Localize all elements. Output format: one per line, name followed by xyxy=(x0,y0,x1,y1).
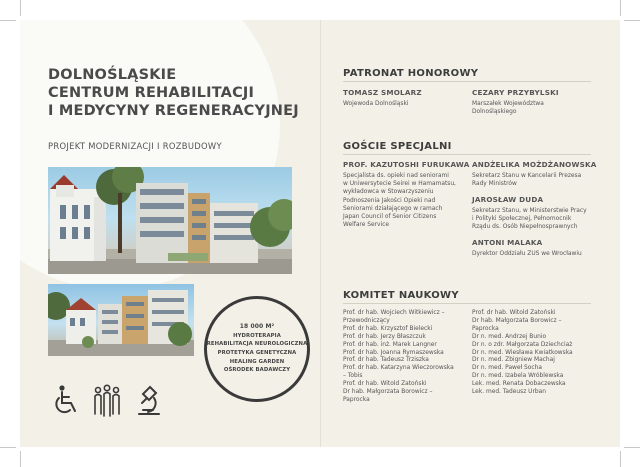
microscope-icon xyxy=(134,384,164,418)
main-title xyxy=(48,66,299,120)
badge-line: 18 000 M² xyxy=(239,323,275,331)
person-role: Dyrektor Oddziału ZUS we Wrocławiu xyxy=(472,251,582,257)
guests-title: GOŚCIE SPECJALNI xyxy=(343,141,452,152)
facility-stats-badge xyxy=(204,296,310,402)
list-item: Dr hab. Małgorzata Borowicz – xyxy=(343,389,433,396)
page-fold xyxy=(320,20,321,447)
badge-line: PROTETYKA GENETYCZNA xyxy=(217,350,297,356)
person-name: CEZARY PRZYBYLSKI xyxy=(472,88,559,97)
list-item: Prof. dr hab. Jerzy Błaszczuk xyxy=(343,333,426,340)
person-role: wykładowca w Stowarzyszeniu xyxy=(343,189,434,196)
crop-mark xyxy=(20,451,21,467)
crop-mark xyxy=(0,447,16,448)
committee-title: KOMITET NAUKOWY xyxy=(343,290,459,301)
committee-list xyxy=(343,310,454,405)
section-divider xyxy=(343,154,591,155)
list-item: Przewodniczący xyxy=(343,317,390,324)
list-item: Dr n. med. Zbigniew Machaj xyxy=(472,357,555,364)
list-item: Paprocka xyxy=(472,325,499,332)
list-item: Dr n. med. Paweł Socha xyxy=(472,365,542,372)
list-item: Dr hab. Małgorzata Borowicz – xyxy=(472,317,562,324)
section-divider xyxy=(343,81,591,82)
committee-list xyxy=(472,310,573,397)
list-item: Prof. dr hab. Wojciech Witkiewicz – xyxy=(343,310,445,316)
person-role: Seniorami działającego w ramach xyxy=(343,205,443,212)
service-icons xyxy=(50,384,164,418)
list-item: Paprocka xyxy=(343,396,370,403)
person-role: Rządu ds. Osób Niepełnosprawnych xyxy=(472,224,578,231)
list-item: Prof. dr hab. Joanna Rymaszewska xyxy=(343,349,444,356)
person-name: ANDŻELIKA MOŻDŻANOWSKA xyxy=(472,160,597,169)
crop-mark xyxy=(620,0,621,16)
people-group-icon xyxy=(92,384,122,418)
list-item: Dr n. o zdr. Małgorzata Dziechciaż xyxy=(472,341,573,348)
patron-entry xyxy=(472,88,559,116)
list-item: Prof. dr hab. Witold Zatoński xyxy=(343,381,427,388)
person-name: TOMASZ SMOLARZ xyxy=(343,88,422,97)
list-item: – Tobis xyxy=(343,373,363,380)
patronat-title: PATRONAT HONOROWY xyxy=(343,68,479,79)
person-role: Podnoszenia Jakości Opieki nad xyxy=(343,197,436,204)
crop-mark xyxy=(620,451,621,467)
person-name: PROF. KAZUTOSHI FURUKAWA xyxy=(343,160,470,169)
badge-line: HYDROTERAPIA xyxy=(233,332,281,339)
crop-mark xyxy=(0,20,16,21)
guest-entry xyxy=(472,238,582,258)
crop-mark xyxy=(624,447,640,448)
list-item: Dr n. med. Wiesława Kwiatkowska xyxy=(472,349,573,356)
guest-entry xyxy=(472,195,587,232)
wheelchair-icon xyxy=(50,384,80,418)
list-item: Lek. med. Renata Dobaczewska xyxy=(472,381,566,388)
list-item: Dr n. med. Izabela Wróblewska xyxy=(472,373,564,380)
person-role: Rady Ministrów xyxy=(472,181,517,188)
person-role: Sekretarz Stanu, w Ministerstwie Pracy xyxy=(472,208,587,214)
subtitle: PROJEKT MODERNIZACJI I ROZBUDOWY xyxy=(48,141,222,151)
person-role: i Polityki Społecznej, Pełnomocnik xyxy=(472,216,572,223)
patron-entry xyxy=(343,88,422,108)
person-role: Japan Council of Senior Citizens xyxy=(343,214,437,221)
building-rendering-photo xyxy=(48,284,194,356)
list-item: Dr n. med. Andrzej Bunio xyxy=(472,333,547,340)
list-item: Prof. dr hab. Katarzyna Wieczorowska xyxy=(343,365,454,372)
badge-line: REHABILITACJA NEUROLOGICZNA xyxy=(206,341,308,348)
crop-mark xyxy=(20,0,21,16)
person-role: Dolnośląskiego xyxy=(472,109,517,116)
building-rendering-photo xyxy=(48,167,292,274)
person-role: Marszałek Województwa xyxy=(472,101,544,107)
guest-entry xyxy=(472,160,597,188)
person-role: Specjalista ds. opieki nad seniorami xyxy=(343,173,449,179)
crop-mark xyxy=(624,20,640,21)
title-line: CENTRUM REHABILITACJI xyxy=(48,85,255,101)
person-role: Welfare Service xyxy=(343,222,389,229)
person-name: JAROSŁAW DUDA xyxy=(472,195,544,204)
person-name: ANTONI MALAKA xyxy=(472,238,543,247)
person-role: Sekretarz Stanu w Kancelarii Prezesa xyxy=(472,173,582,179)
title-line: I MEDYCYNY REGENERACYJNEJ xyxy=(48,103,299,119)
badge-line: HEALING GARDEN xyxy=(229,358,285,365)
list-item: Prof. dr hab. Tadeusz Trziszka xyxy=(343,357,429,364)
person-role: w Uniwersytecie Seirei w Hamamatsu, xyxy=(343,181,456,188)
list-item: Prof. dr hab. Witold Zatoński xyxy=(472,310,556,316)
list-item: Prof. dr hab. inż. Marek Langner xyxy=(343,341,437,348)
badge-line: OŚRODEK BADAWCZY xyxy=(223,367,291,374)
guest-entry xyxy=(343,160,469,229)
section-divider xyxy=(343,303,591,304)
list-item: Prof. dr hab. Krzysztof Bielecki xyxy=(343,325,433,332)
person-role: Wojewoda Dolnośląski xyxy=(343,101,409,107)
title-line: DOLNOŚLĄSKIE xyxy=(48,67,177,83)
list-item: Lek. med. Tadeusz Urban xyxy=(472,389,546,396)
